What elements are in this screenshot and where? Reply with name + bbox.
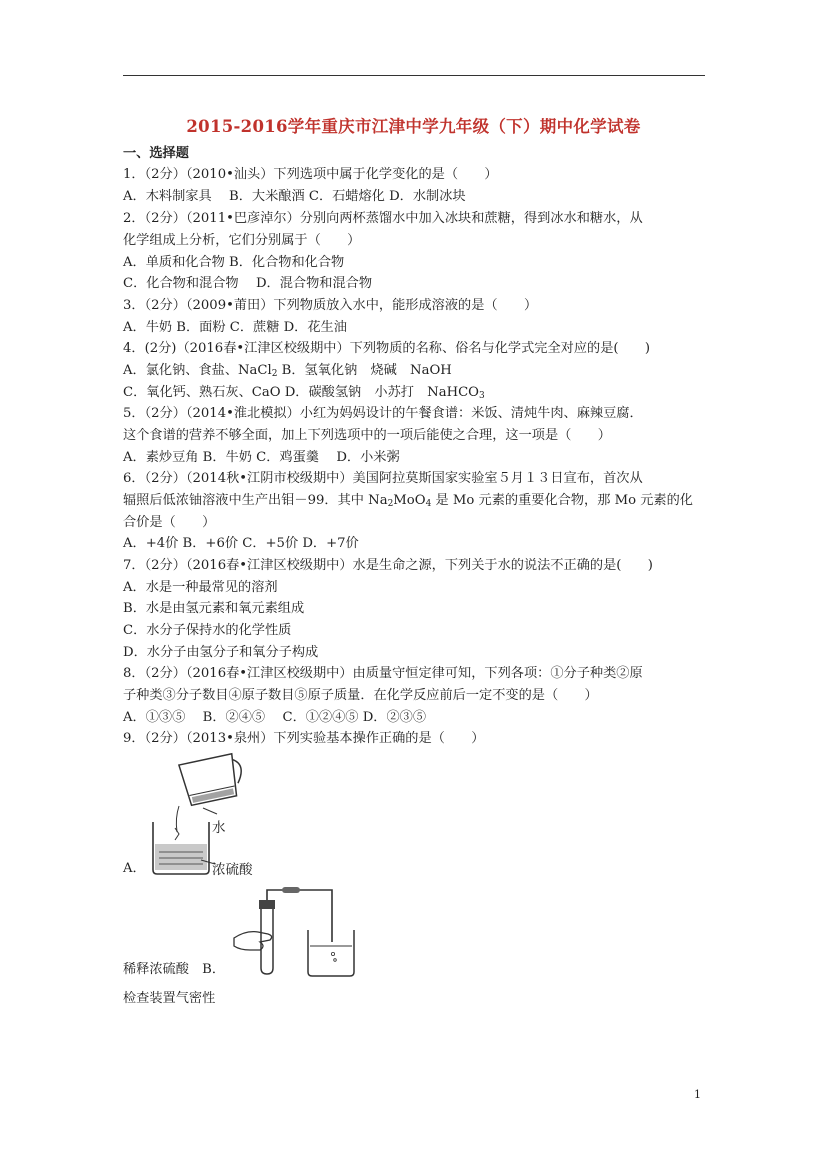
airtightness-figure bbox=[232, 884, 362, 979]
stopper-icon bbox=[259, 900, 275, 909]
question-8-line-2: 子种类③分子数目④原子数目⑤原子质量．在化学反应前后一定不变的是（ ） bbox=[123, 688, 598, 703]
beaker-2-icon bbox=[308, 930, 354, 976]
question-7-option-a: A．水是一种最常见的溶剂 bbox=[123, 580, 278, 595]
question-3: 3．（2分）（2009•莆田）下列物质放入水中，能形成溶液的是（ ） bbox=[123, 298, 538, 313]
question-8-options: A．①③⑤ B．②④⑤ C．①②④⑤ D．②③⑤ bbox=[123, 710, 427, 725]
question-1-options: A．木料制家具 B．大米酿酒 C．石蜡熔化 D．水制冰块 bbox=[123, 189, 466, 204]
pouring-cup-icon bbox=[179, 753, 246, 807]
question-5-line-2: 这个食谱的营养不够全面，加上下列选项中的一项后能使之合理，这一项是（ ） bbox=[123, 428, 611, 443]
page-title: 2015-2016学年重庆市江津中学九年级（下）期中化学试卷 bbox=[186, 117, 641, 136]
question-8-line-1: 8．（2分）（2016春•江津区校级期中）由质量守恒定律可知，下列各项：①分子种类②原 bbox=[123, 666, 643, 681]
question-3-options: A．牛奶 B．面粉 C．蔗糖 D．花生油 bbox=[123, 320, 347, 335]
option-a-caption: 稀释浓硫酸 B． bbox=[123, 962, 226, 977]
question-4: 4．(2分)（2016春•江津区校级期中）下列物质的名称、俗名与化学式完全对应的是( ) bbox=[123, 341, 651, 356]
question-6-line-1: 6．（2分）（2014秋•江阴市校级期中）美国阿拉莫斯国家实验室５月１３日宣布，首次从 bbox=[123, 471, 643, 486]
question-7-option-d: D．水分子由氢分子和氧分子构成 bbox=[123, 645, 319, 660]
question-7-option-c: C．水分子保持水的化学性质 bbox=[123, 623, 292, 638]
question-5-options: A．素炒豆角 B．牛奶 C．鸡蛋羹 D．小米粥 bbox=[123, 450, 400, 465]
tubing-icon bbox=[267, 890, 332, 942]
question-7: 7．（2分）（2016春•江津区校级期中）水是生命之源，下列关于水的说法不正确的是( ) bbox=[123, 558, 653, 573]
question-2-line-1: 2．（2分）（2011•巴彦淖尔）分别向两杯蒸馏水中加入冰块和蔗糖，得到冰水和糖水，从 bbox=[123, 211, 643, 226]
hand-icon bbox=[234, 932, 272, 950]
header-rule bbox=[123, 75, 705, 76]
water-label: 水 bbox=[212, 820, 226, 836]
question-1: 1．（2分）（2010•汕头）下列选项中属于化学变化的是（ ） bbox=[123, 167, 498, 182]
question-4-options-2: C．氧化钙、熟石灰、CaO D．碳酸氢钠 小苏打 NaHCO$_3$ bbox=[123, 385, 485, 401]
question-9: 9．（2分）（2013•泉州）下列实验基本操作正确的是（ ） bbox=[123, 731, 485, 746]
question-2-options-1: A．单质和化合物 B．化合物和化合物 bbox=[123, 255, 345, 270]
question-4-options-1: A．氯化钠、食盐、NaCl$_2$ B．氢氧化钠 烧碱 NaOH bbox=[123, 363, 452, 379]
question-6-line-3: 合价是（ ） bbox=[123, 515, 216, 530]
water-leader-line bbox=[203, 808, 217, 814]
section-heading: 一、选择题 bbox=[123, 146, 189, 161]
question-7-option-b: B．水是由氢元素和氧元素组成 bbox=[123, 601, 305, 616]
question-2-line-2: 化学组成上分析，它们分别属于（ ） bbox=[123, 233, 361, 248]
pour-stream-icon bbox=[176, 806, 179, 832]
option-a-marker: A． bbox=[123, 861, 146, 876]
acid-label: 浓硫酸 bbox=[212, 862, 253, 878]
question-6-line-2: 辐照后低浓铀溶液中生产出钼－99．其中 $Na_2MoO_4$ 是 Mo 元素的重要化合物，那 Mo 元素的化 bbox=[123, 493, 693, 509]
question-6-options: A．+4价 B．+6价 C．+5价 D．+7价 bbox=[123, 536, 359, 551]
question-2-options-2: C．化合物和混合物 D．混合物和混合物 bbox=[123, 276, 373, 291]
option-b-caption: 检查装置气密性 bbox=[123, 991, 216, 1006]
question-5-line-1: 5．（2分）（2014•淮北模拟）小红为妈妈设计的午餐食谱：米饭、清炖牛肉、麻辣豆腐． bbox=[123, 406, 643, 421]
page-number: 1 bbox=[694, 1088, 701, 1101]
